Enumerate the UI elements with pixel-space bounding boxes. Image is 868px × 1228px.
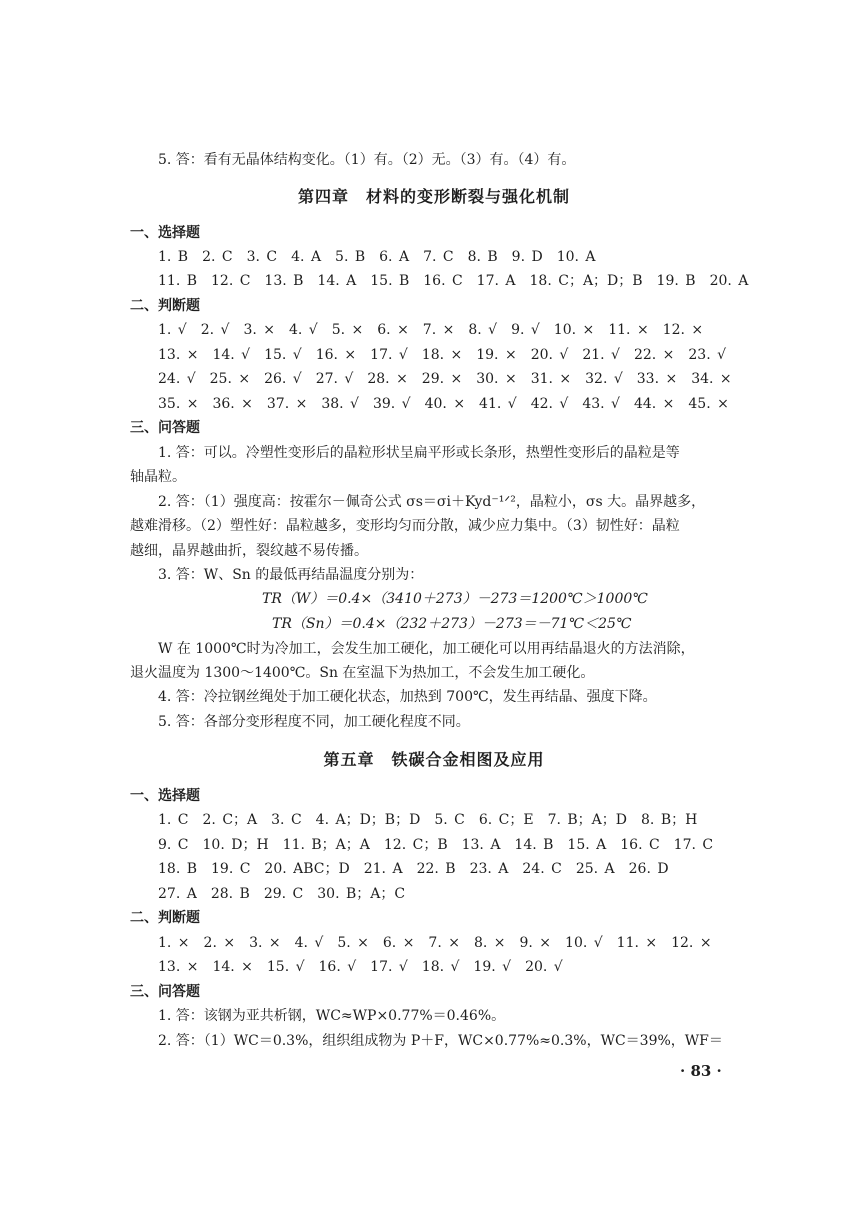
qa-line: 越细，晶界越曲折，裂纹越不易传播。 <box>130 543 368 559</box>
chapter-5-title: 第五章 铁碳合金相图及应用 <box>323 750 545 769</box>
page-number: · 83 · <box>680 1062 722 1080</box>
choice-answers-row: 11. B 12. C 13. B 14. A 15. B 16. C 17. A 18. C；A；D；B 19. B 20. A <box>158 273 749 289</box>
section-choice-heading: 一、选择题 <box>130 225 200 241</box>
choice-answers-row: 27. A 28. B 29. C 30. B；A；C <box>158 886 406 902</box>
qa-line: 2. 答：（1）强度高：按霍尔－佩奇公式 σs＝σi＋Kyd⁻¹ᐟ²，晶粒小，σs 大。晶界越多， <box>158 494 706 510</box>
formula-line: TR（Sn）＝0.4×（232＋273）－273＝－71℃＜25℃ <box>272 616 632 632</box>
truefalse-answers-row: 13. × 14. √ 15. √ 16. × 17. √ 18. × 19. × 20. √ 21. √ 22. × 23. √ <box>158 347 727 363</box>
section-qa-heading: 三、问答题 <box>130 420 200 436</box>
choice-answers-row: 18. B 19. C 20. ABC；D 21. A 22. B 23. A 24. C 25. A 26. D <box>158 861 669 877</box>
choice-answers-row: 1. C 2. C；A 3. C 4. A；D；B；D 5. C 6. C；E 7. B；A；D 8. B；H <box>158 812 698 828</box>
qa-line: 退火温度为 1300～1400℃。Sn 在室温下为热加工，不会发生加工硬化。 <box>130 665 595 681</box>
qa-line: 3. 答：W、Sn 的最低再结晶温度分别为： <box>158 567 424 583</box>
choice-answers-row: 9. C 10. D；H 11. B；A；A 12. C；B 13. A 14. B 15. A 16. C 17. C <box>158 837 714 853</box>
chapter-4-title: 第四章 材料的变形断裂与强化机制 <box>297 187 570 206</box>
qa-line: 2. 答：（1）WC＝0.3%，组织组成物为 P＋F，WC×0.77%≈0.3%，WC＝39%，WF＝ <box>158 1033 723 1049</box>
truefalse-answers-row: 35. × 36. × 37. × 38. √ 39. √ 40. × 41. √ 42. √ 43. √ 44. × 45. × <box>158 396 729 412</box>
section-choice-heading: 一、选择题 <box>130 788 200 804</box>
choice-answers-row: 1. B 2. C 3. C 4. A 5. B 6. A 7. C 8. B 9. D 10. A <box>158 249 596 265</box>
qa-line: 轴晶粒。 <box>130 469 186 485</box>
truefalse-answers-row: 24. √ 25. × 26. √ 27. √ 28. × 29. × 30. × 31. × 32. √ 33. × 34. × <box>158 371 732 387</box>
section-truefalse-heading: 二、判断题 <box>130 910 200 926</box>
qa-line: 5. 答：各部分变形程度不同，加工硬化程度不同。 <box>158 714 470 730</box>
truefalse-answers-row: 13. × 14. × 15. √ 16. √ 17. √ 18. √ 19. √ 20. √ <box>158 959 563 975</box>
qa-line: 4. 答：冷拉钢丝绳处于加工硬化状态，加热到 700℃，发生再结晶、强度下降。 <box>158 689 657 705</box>
truefalse-answers-row: 1. √ 2. √ 3. × 4. √ 5. × 6. × 7. × 8. √ 9. √ 10. × 11. × 12. × <box>158 322 704 338</box>
answer-line: 5. 答：看有无晶体结构变化。（1）有。（2）无。（3）有。（4）有。 <box>158 152 576 168</box>
section-truefalse-heading: 二、判断题 <box>130 298 200 314</box>
qa-line: 越难滑移。（2）塑性好：晶粒越多，变形均匀而分散，减少应力集中。（3）韧性好：晶粒 <box>130 518 680 534</box>
truefalse-answers-row: 1. × 2. × 3. × 4. √ 5. × 6. × 7. × 8. × 9. × 10. √ 11. × 12. × <box>158 935 712 951</box>
section-qa-heading: 三、问答题 <box>130 984 200 1000</box>
qa-line: W 在 1000℃时为冷加工，会发生加工硬化，加工硬化可以用再结晶退火的方法消除， <box>158 641 695 657</box>
qa-line: 1. 答：可以。冷塑性变形后的晶粒形状呈扁平形或长条形，热塑性变形后的晶粒是等 <box>158 445 680 461</box>
formula-line: TR（W）＝0.4×（3410＋273）－273＝1200℃＞1000℃ <box>262 591 648 607</box>
qa-line: 1. 答：该钢为亚共析钢，WC≈WP×0.77%＝0.46%。 <box>158 1008 506 1024</box>
